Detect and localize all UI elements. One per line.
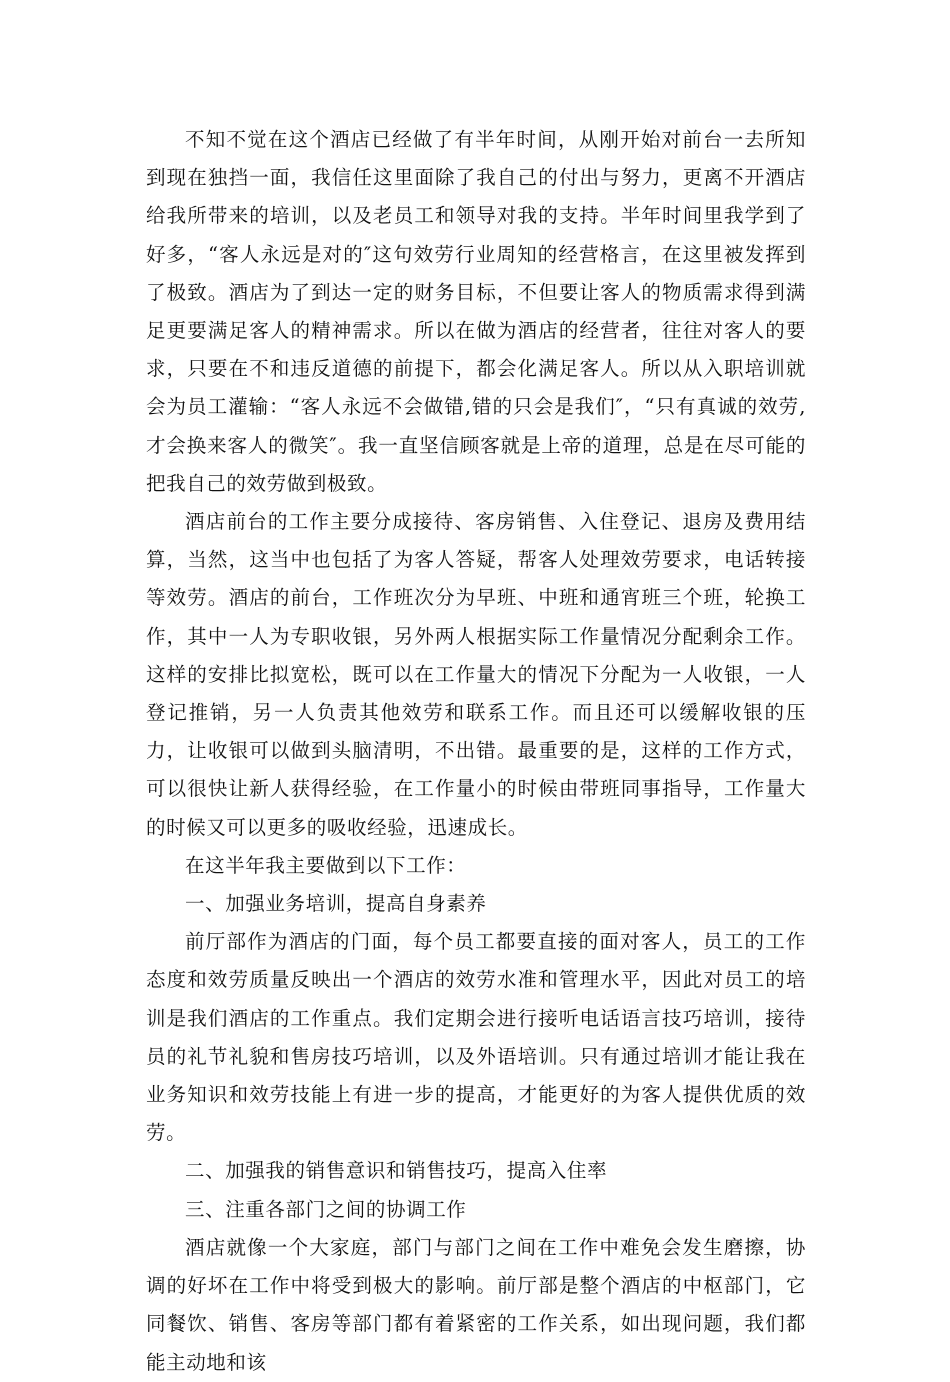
paragraph-work-summary-lead: 在这半年我主要做到以下工作： bbox=[185, 853, 467, 877]
heading-section-1: 一、加强业务培训，提高自身素养 bbox=[185, 892, 487, 916]
paragraph-training: 前厅部作为酒店的门面，每个员工都要直接的面对客人，员工的工作态度和效劳质量反映出一个酒店的效劳水准和管理水平，因此对员工的培训是我们酒店的工作重点。我们定期会进行接听电话语言技巧培训，接待员的礼节礼貌和售房技巧培训，以及外语培训。只有通过培训才能让我在业务知识和效劳技能上有进一步的提高，才能更好的为客人提供优质的效劳。 bbox=[146, 930, 806, 1145]
paragraph-coordination: 酒店就像一个大家庭，部门与部门之间在工作中难免会发生磨擦，协调的好坏在工作中将受到极大的影响。前厅部是整个酒店的中枢部门，它同餐饮、销售、客房等部门都有着紧密的工作关系，如出现问题，我们都能主动地和该 bbox=[146, 1235, 806, 1374]
heading-section-3: 三、注重各部门之间的协调工作 bbox=[185, 1197, 467, 1221]
paragraph-front-desk-duties: 酒店前台的工作主要分成接待、客房销售、入住登记、退房及费用结算，当然，这当中也包括了为客人答疑，帮客人处理效劳要求，电话转接等效劳。酒店的前台，工作班次分为早班、中班和通宵班三个班，轮换工作，其中一人为专职收银，另外两人根据实际工作量情况分配剩余工作。这样的安排比拟宽松，既可以在工作量大的情况下分配为一人收银，一人登记推销，另一人负责其他效劳和联系工作。而且还可以缓解收银的压力，让收银可以做到头脑清明，不出错。最重要的是，这样的工作方式，可以很快让新人获得经验，在工作量小的时候由带班同事指导，工作量大的时候又可以更多的吸收经验，迅速成长。 bbox=[146, 510, 806, 839]
heading-section-2: 二、加强我的销售意识和销售技巧，提高入住率 bbox=[185, 1159, 608, 1183]
paragraph-intro: 不知不觉在这个酒店已经做了有半年时间，从刚开始对前台一去所知到现在独挡一面，我信任这里面除了我自己的付出与努力，更离不开酒店给我所带来的培训，以及老员工和领导对我的支持。半年时间里我学到了好多，“客人永远是对的″这句效劳行业周知的经营格言，在这里被发挥到了极致。酒店为了到达一定的财务目标，不但要让客人的物质需求得到满足更要满足客人的精神需求。所以在做为酒店的经营者，往往对客人的要求，只要在不和违反道德的前提下，都会化满足客人。所以从入职培训就会为员工灌输：“客人永远不会做错,错的只会是我们″，“只有真诚的效劳,才会换来客人的微笑″。我一直坚信顾客就是上帝的道理，总是在尽可能的把我自己的效劳做到极致。 bbox=[146, 128, 806, 495]
document-body bbox=[146, 121, 806, 1382]
